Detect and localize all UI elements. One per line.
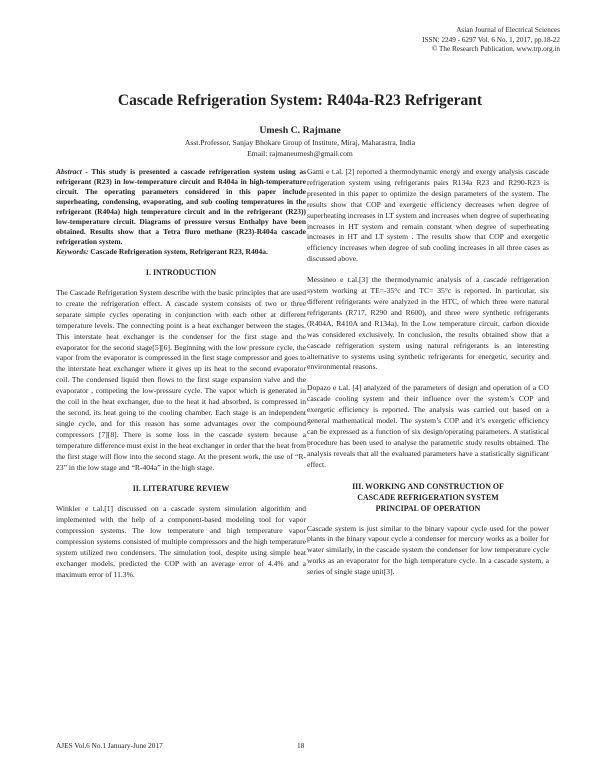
keywords-label: Keywords:: [56, 247, 89, 256]
lit-text: Winkler e t.al.[1] discussed on a cascade system simulation algorithm and implemented with the help of a component-based modeling tool for vapor compression systems. The low temperature and high temperature vapor compression systems consisted of multiple compressors and the high temperature system utilized two condensers. The simulation tool, despite using simple heat exchanger models, predicted the COP with an average error of 4.4% and a maximum error of 11.3%.: [56, 504, 306, 579]
working-text: Cascade system is just similar to the binary vapour cycle used for the power plants in the binary vapour cycle a condenser for mercury works as a boiler for water similarly, in the cascade system the condenser for low temperature cycle works as an evaporator for the high temperature cycle. In a cascade system, a series of single stage unit[3].: [307, 523, 549, 577]
footer-journal-issue: AJES Vol.6 No.1 January-June 2017: [56, 741, 163, 750]
journal-header: [422, 26, 560, 55]
author-email: Email: rajmaneumesh@gmail.com: [247, 148, 353, 158]
working-heading-1: III. WORKING AND CONSTRUCTION OF: [352, 481, 504, 491]
footer-page-number: 18: [297, 741, 305, 750]
left-column: [56, 167, 306, 581]
abstract-text: This study is presented a cascade refrigeration system using as refrigerant (R23) in low-temperature circuit and R404a in high-temperature circuit. The operating parameters considered in this paper include superheating, condensing, evaporating, and sub cooling temperatures in the refrigerant (R404a) high temperature circuit and in the refrigerant (R23)) low-temperature circuit. Diagrams of pressure versus Enthalpy have been obtained. Results show that a Tetra fluro methane (R23)-R404a cascade refrigeration system.: [56, 167, 306, 246]
journal-name: Asian Journal of Electrical Sciences: [456, 26, 560, 34]
messineo-text: Messineo e t.al.[3] the thermodynamic analysis of a cascade refrigeration system working at TE=-35°c and TC= 35°c is reported. In particular, six different refrigerants were analyzed in the HTC, of which three were natural refrigerants (R717, R290 and R600), and three were synthetic refrigerants (R404A, R410A and R134a). In the Low temperature circuit, carbon dioxide was considered exclusively. In conclusion, the results obtained show that a cascade refrigeration system using natural refrigerants is an interesting alternative to systems using synthetic refrigerants for energetic, security and environmental reasons.: [307, 275, 549, 372]
abstract-label: Abstract -: [56, 167, 88, 176]
working-heading-2: CASCADE REFRIGERATION SYSTEM: [357, 492, 499, 502]
author-affiliation: Asst.Professor, Sanjay Bhokare Group of Institute, Miraj, Maharastra, India: [184, 138, 416, 147]
keywords-text: Cascade Refrigeration system, Refrigerant R23, R404a.: [88, 247, 268, 256]
intro-heading: I. INTRODUCTION: [145, 268, 217, 277]
right-column: [307, 167, 549, 578]
author-name: Umesh C. Rajmane: [259, 125, 341, 136]
paper-title: Cascade Refrigeration System: R404a-R23 Refrigerant: [117, 92, 483, 109]
abstract: [56, 167, 306, 247]
lit-heading: II. LITERATURE REVIEW: [132, 484, 230, 494]
gami-text: Gami e t.al. [2] reported a thermodynamic energy and exergy analysis cascade refrigeration system using refrigerants pairs R134a R23 and R290-R23 is presented in this paper to optimize the design parameters of the system. The results show that COP and exergetic efficiency decreases when degree of superheating increases in LT system and increases when degree of superheating increases in HT system and remain constant when degree of superheating increases in HT and LT system . The results show that COP and exergetic efficiency increases when degree of sub cooling increases in all three cases as discussed above.: [307, 167, 549, 264]
working-heading-3: PRINCIPAL OF OPERATION: [375, 503, 481, 513]
journal-issn: ISSN: 2249 - 6297 Vol. 6 No. 1, 2017, pp.18-22: [422, 35, 560, 44]
dopazo-text: Dopazo e t.al. [4] analyzed of the parameters of design and operation of a CO cascade cooling system and their influence over the system’s COP and exergetic efficiency is reported. The analysis was carried out based on a general mathematical model. The system’s COP and it’s exergetic efficiency can be expressed as a function of six design/operating parameters. A statistical procedure has been used to analyse the parametric study results obtained. The analysis reveals that all the evaluated parameters have a statistically significant effect.: [307, 383, 549, 469]
keywords: [56, 247, 306, 257]
author-affiliation-block: [0, 138, 600, 159]
intro-text: The Cascade Refrigeration System describe with the basic principles that are used to create the refrigeration effect. A cascade system consists of two or three separate simple cycles operating in conjunction with each other at different temperature levels. The connecting point is a heat exchanger between the stages. This interstate heat exchanger is the condenser for the first stage and the evaporator for the second stage[5][6]. Beginning with the low pressure cycle, the vapor from the evaporator is compressed in the first stage compressor and goes to the interstate heat exchanger where it gives up its heat to the second evaporator coil. The condensed liquid then flows to the first stage expansion valve and the evaporator , competing the low-pressure cycle. The vapor which is generated in the coil in the heat exchanger, due to the heat it had absorbed, is compressed in the second, its heat going to the cooling chamber. Each stage is an independent single cycle, and for this reason has some advantages over the compound compressors [7][8]. There is some loss in the cascade system because a temperature difference must exist in the heat exchanger in order that the heat from the first stage will flow into the second stage. At the present work, the use of “R-23” in the low stage and “R-404a” in the high stage.: [56, 288, 306, 472]
journal-copyright: © The Research Publication, www.trp.org.in: [431, 45, 560, 54]
